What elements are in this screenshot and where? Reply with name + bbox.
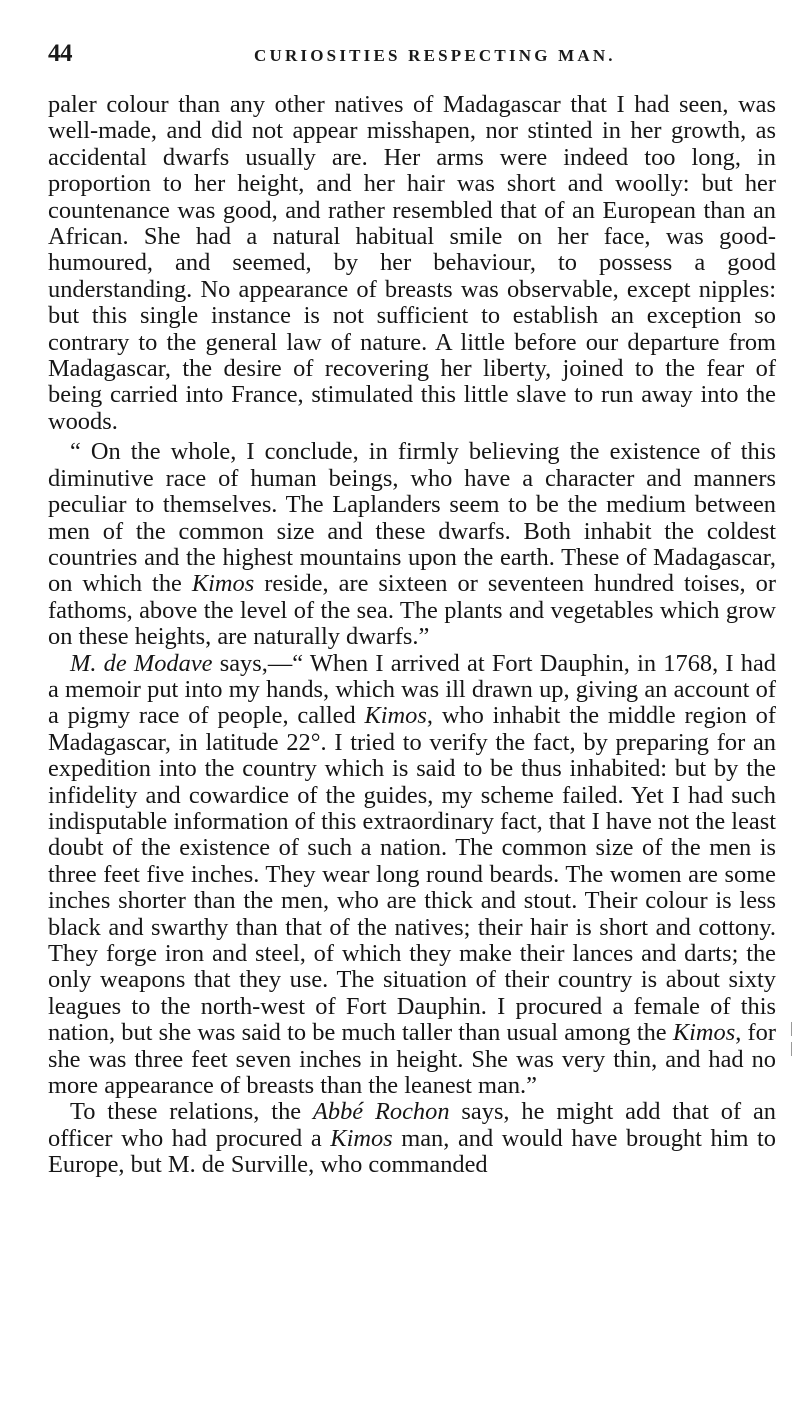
margin-marks [788,1020,794,1060]
running-head: CURIOSITIES RESPECTING MAN. [254,46,616,65]
text-segment: paler colour than any other natives of Madagascar that I had seen, was well-made, and did not appear misshapen, nor stinted in her growth, as accidental dwarfs usually are. Her arms were indeed too long, in proportion to her height, and her hair was short and woolly: but her countenance was good, and rather resembled that of an European than an African. She had a natural habitual smile on her face, was good-humoured, and seemed, by her behaviour, to possess a good understanding. No appearance of breasts was observable, except nipples: but this single instance is not sufficient to establish an exception so contrary to the general law of nature. A little before our departure from Madagascar, the desire of recovering her liberty, joined to the fear of being carried into France, stimulated this little slave to run away into the woods. [48,91,776,435]
text-segment: man, and would have brought him to Europe, but M. de Surville, who commanded [48,1124,776,1179]
paragraph-2 [48,439,776,650]
text-segment: , who inhabit the middle region of Madagascar, in latitude 22°. I tried to verify the fact, by preparing for an expedition into the country which is said to be thus inhabited: but by the infidelity and cowardice of the guides, my scheme failed. Yet I had such indisputable information of this extraordinary fact, that I have not the least doubt of the existence of such a nation. The common size of the men is three feet five inches. They wear long round beards. The women are some inches shorter than the men, who are thick and stout. Their colour is less black and swarthy than that of the natives; their hair is short and cottony. They forge iron and steel, of which they make their lances and darts; the only weapons that they use. The situation of their country is about sixty leagues to the north-west of Fort Dauphin. I procured a female of this nation, but she was said to be much taller than usual among the [48,702,776,1047]
italic-term: Kimos [672,1019,736,1047]
paragraph-1 [48,92,776,435]
text-segment: To these relations, the [70,1098,313,1126]
paragraph-4 [48,1099,776,1178]
italic-term: Kimos [364,702,427,730]
margin-mark [791,1042,792,1056]
body-text [48,92,776,1179]
italic-name: M. de Modave [70,649,213,677]
page-number: 44 [48,40,72,67]
text-segment: , for she was three feet seven inches in height. She was very thin, and had no more appearance of breasts than the leanest man.” [48,1019,776,1100]
text-segment: says, he might add that of an officer who had procured a [48,1098,777,1152]
page-header [48,40,770,74]
text-segment: says,—“ When I arrived at Fort Dauphin, in 1768, I had a memoir put into my hands, which was ill drawn up, giving an account of a pigmy race of people, called [48,649,777,730]
italic-term: Kimos [330,1124,393,1152]
italic-term: Kimos [191,570,255,598]
margin-mark [791,1022,792,1036]
italic-name: Abbé Rochon [313,1098,450,1126]
paragraph-3 [48,651,776,1100]
text-segment: reside, are sixteen or seventeen hundred toises, or fathoms, above the level of the sea. The plants and vegetables which grow on these heights, are naturally dwarfs.” [48,570,776,651]
text-segment: “ On the whole, I conclude, in firmly believing the existence of this diminutive race of human beings, who have a character and manners peculiar to themselves. The Laplanders seem to be the medium between men of the common size and these dwarfs. Both inhabit the coldest countries and the highest mountains upon the earth. These of Madagascar, on which the [48,438,776,598]
